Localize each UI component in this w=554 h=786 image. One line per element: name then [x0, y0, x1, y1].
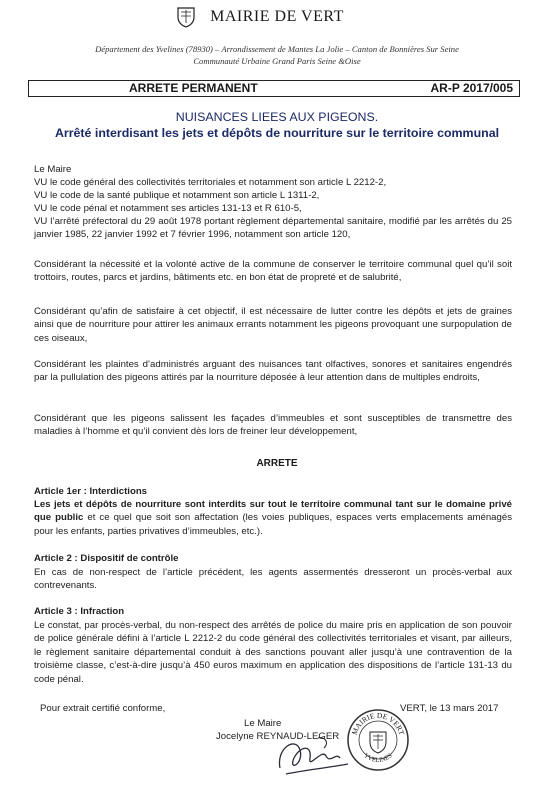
- considerant-3: Considérant les plaintes d’administrés arguant des nuisances tant olfactives, sonores et sanitaires engendrés par la pullulation des pigeons attirés par la nourriture déposée à leur attention dans de multiples endroits,: [34, 359, 512, 384]
- document-title: NUISANCES LIEES AUX PIGEONS.: [175, 110, 379, 124]
- considerant-2: Considérant qu’afin de satisfaire à cet objectif, il est nécessaire de lutter contre les dépôts et jets de graines ainsi que de nourriture pour attirer les animaux errants notamment les pigeons provoquant une surpopulation de ces oiseaux,: [34, 306, 512, 344]
- considerant-1: Considérant la nécessité et la volonté active de la commune de conserver le territoire communal quel qu’il soit trottoirs, routes, parcs et jardins, bâtiments etc. en bon état de propreté et de salubrité,: [34, 259, 512, 284]
- header-department-line: Département des Yvelines (78930) – Arrondissement de Mantes La Jolie – Canton de Bonnières Sur Seine: [95, 44, 459, 54]
- article-3-heading: Article 3 : Infraction: [34, 606, 125, 617]
- mairie-seal-stamp: [346, 708, 410, 772]
- arrete-heading: ARRETE: [256, 458, 298, 469]
- article-1-rest-text: et ce quel que soit son affectation (les voies publiques, espaces verts emplacements aménagés pour les enfants, parties privatives d’immeubles, etc.).: [34, 512, 512, 537]
- vu-line-1: VU le code général des collectivités territoriales et notamment son article L 2212-2,: [34, 177, 387, 188]
- arrete-type-bar: [28, 80, 520, 97]
- article-2-heading: Article 2 : Dispositif de contrôle: [34, 553, 179, 564]
- certified-extract-label: Pour extrait certifié conforme,: [40, 703, 166, 714]
- document-subtitle: Arrêté interdisant les jets et dépôts de nourriture sur le territoire communal: [54, 126, 500, 140]
- vu-line-2: VU le code de la santé publique et notamment son article L 1311-2,: [34, 190, 320, 201]
- handwritten-signature: [266, 728, 356, 780]
- article-3-text: Le constat, par procès-verbal, du non-respect des arrêtés de police du maire pris en application de son pouvoir de police générale défini à l’article L 2212-2 du code général des collectivités territoriales et visant, par ailleurs, le règlement sanitaire départemental conduit à des sanctions pouvant aller jusqu’à une contravention de la troisième classe, c’est-à-dire jusqu’à 450 euros maximum en application des dispositions de l’article 131-13 du code pénal.: [34, 620, 512, 685]
- arrete-reference: AR-P 2017/005: [430, 81, 513, 95]
- article-1-heading: Article 1er : Interdictions: [34, 486, 148, 497]
- vu-line-4: VU l’arrêté préfectoral du 29 août 1978 portant règlement départemental sanitaire, modifié par les arrêtés du 25 janvier 1985, 22 janvier 1992 et 7 février 1996, notamment son article 120,: [34, 216, 512, 241]
- article-2-text: En cas de non-respect de l’article précédent, les agents assermentés dresseront un procès-verbal aux contrevenants.: [34, 567, 512, 592]
- maire-signature-label: Le Maire: [244, 718, 282, 729]
- arrete-type-label: ARRETE PERMANENT: [129, 81, 258, 95]
- vu-line-3: VU le code pénal et notamment ses articles 131-13 et R 610-5,: [34, 203, 302, 214]
- maire-label: Le Maire: [34, 164, 72, 175]
- mairie-title: MAIRIE DE VERT: [210, 8, 344, 25]
- article-1-text: [34, 498, 512, 538]
- maire-name: Jocelyne REYNAUD-LEGER: [216, 731, 340, 742]
- signature-date: VERT, le 13 mars 2017: [400, 703, 499, 714]
- header-community-line: Communauté Urbaine Grand Paris Seine &Oise: [193, 56, 361, 66]
- svg-text:YVELINES: YVELINES: [362, 752, 394, 765]
- svg-text:MAIRIE DE VERT: MAIRIE DE VERT: [349, 710, 407, 737]
- article-1-bold-text: Les jets et dépôts de nourriture sont interdits sur tout le territoire communal tant sur le domaine privé que public: [34, 499, 512, 524]
- considerant-4: Considérant que les pigeons salissent les façades d’immeubles et sont susceptibles de transmettre des maladies à l’homme et qu’il convient dès lors de freiner leur développement,: [34, 413, 512, 438]
